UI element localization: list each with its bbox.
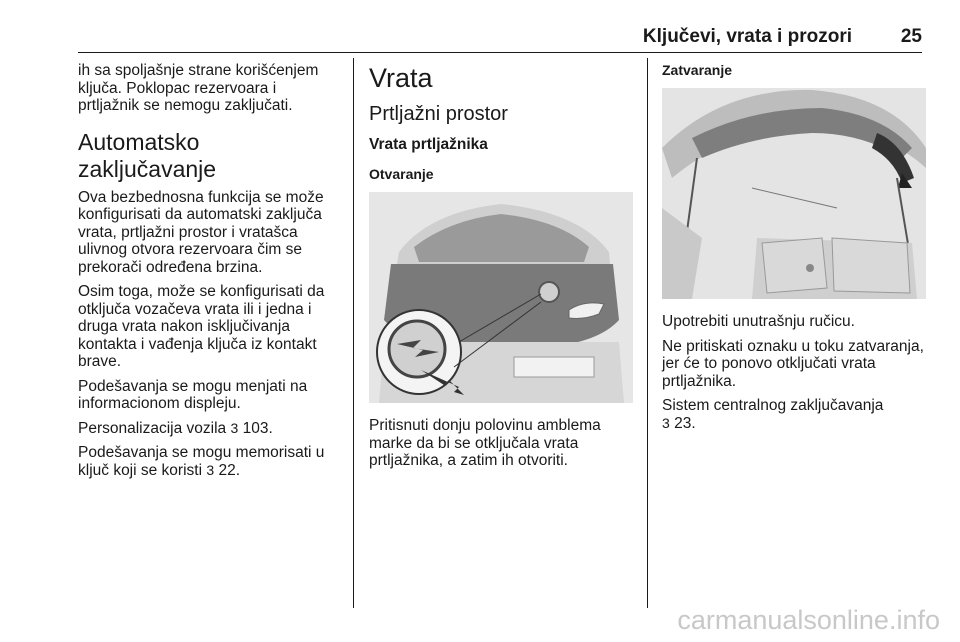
reference-text: Sistem centralnog zaključavanja — [662, 397, 884, 414]
subsection-title: Vrata prtljažnika — [369, 136, 488, 153]
page-number: 25 — [900, 26, 922, 47]
figure-caption: Pritisnuti donju polovinu amblema marke da bi se otključala vrata prtljažnika, a zatim ih otvoriti. — [369, 417, 601, 469]
column-divider — [353, 58, 354, 608]
column-middle — [369, 62, 633, 477]
paragraph-with-reference — [78, 444, 340, 479]
section-heading: Automatsko zaključavanje — [78, 128, 217, 182]
tailgate-closing-illustration — [662, 88, 926, 299]
page-header — [78, 22, 922, 52]
reference-arrow-icon: 3 — [230, 419, 239, 436]
paragraph-with-reference — [78, 420, 340, 438]
reference-link[interactable]: 103. — [242, 419, 273, 437]
reference-text: Personalizacija vozila — [78, 419, 227, 437]
procedure-label: Otvaranje — [369, 166, 434, 182]
reference-arrow-icon: 3 — [662, 414, 670, 431]
procedure-label: Zatvaranje — [662, 62, 733, 78]
reference-arrow-icon: 3 — [206, 461, 215, 478]
header-title: Ključevi, vrata i prozori — [642, 26, 852, 47]
reference-link[interactable]: 23. — [674, 414, 696, 432]
tailgate-opening-illustration — [369, 192, 633, 403]
paragraph: Ova bezbednosna funkcija se može konfigurisati da automatski zaključa vrata, prtljažni prostor i vratašca ulivnog otvora rezervoara čim se prekorači određena brzina. — [78, 188, 324, 276]
paragraph-with-reference — [662, 397, 926, 432]
section-title: Prtljažni prostor — [369, 103, 508, 125]
chapter-title: Vrata — [369, 63, 433, 93]
reference-link[interactable]: 22. — [218, 461, 241, 479]
column-divider — [647, 58, 648, 608]
header-rule — [78, 52, 922, 53]
paragraph: Podešavanja se mogu menjati na informacionom displeju. — [78, 377, 308, 412]
paragraph: Osim toga, može se konfigurisati da otključa vozačeva vrata ili i jedna i druga vrata nakon isključivanja kontakta i vađenja ključa iz kontakt brave. — [78, 283, 325, 370]
column-left — [78, 62, 340, 486]
watermark: carmanualsonline.info — [677, 605, 940, 635]
paragraph: Ne pritiskati oznaku u toku zatvaranja, jer će to ponovo otključati vrata prtljažnika. — [662, 337, 924, 390]
column-right — [662, 62, 926, 439]
paragraph: Upotrebiti unutrašnju ručicu. — [662, 313, 855, 330]
reference-text: Podešavanja se mogu memorisati u ključ koji se koristi — [78, 444, 325, 479]
paragraph: ih sa spoljašnje strane korišćenjem ključa. Poklopac rezervoara i prtljažnik se nemogu zaključati. — [78, 62, 319, 114]
